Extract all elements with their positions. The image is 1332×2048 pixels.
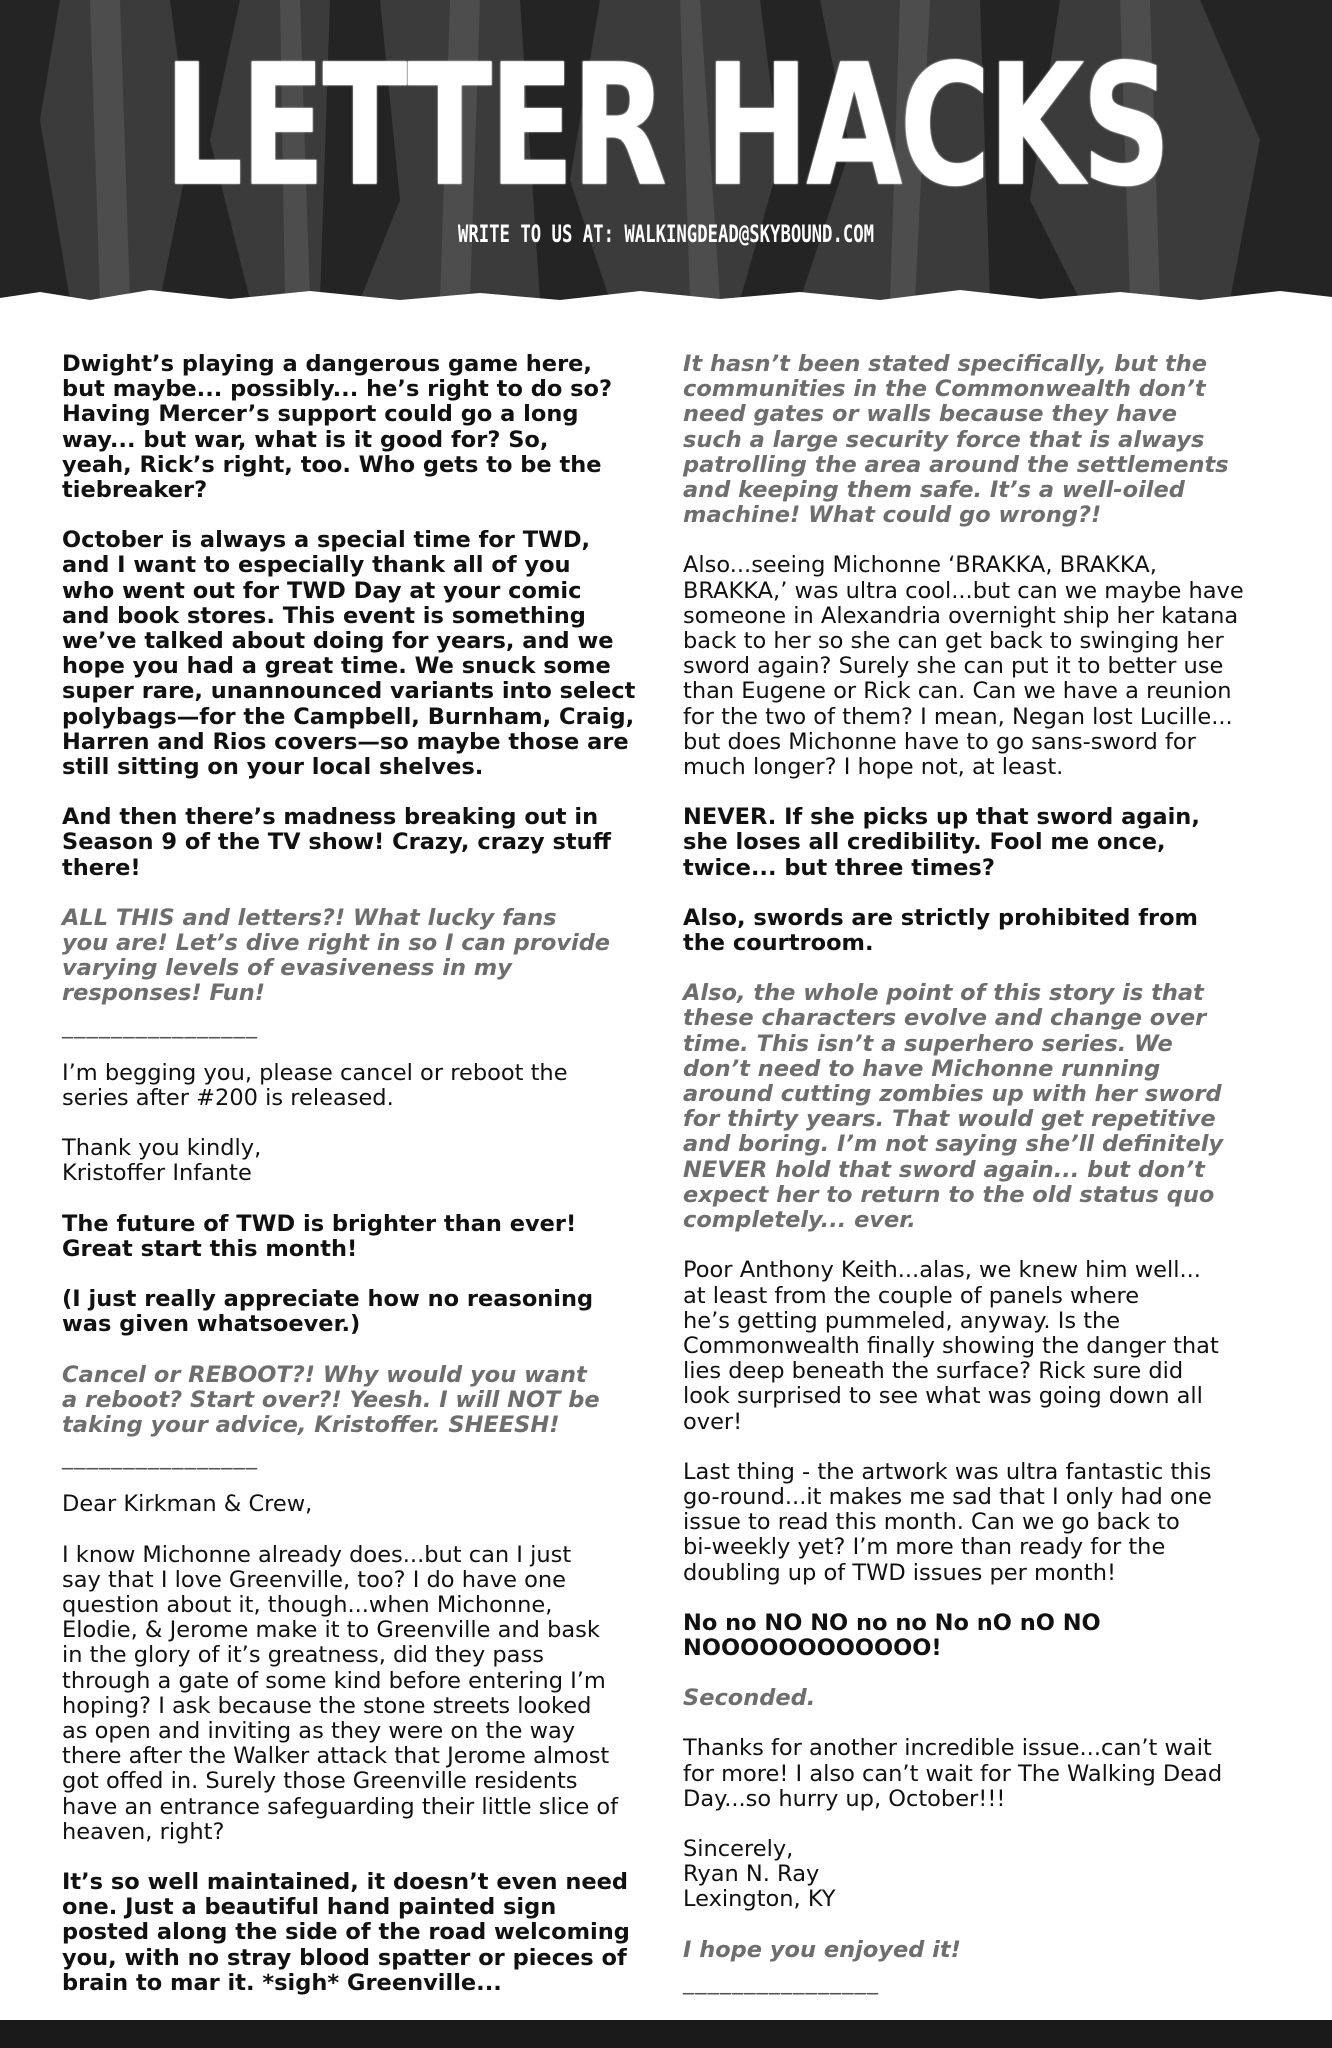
text-line: have an entrance safeguarding their little slice of <box>62 1793 619 1820</box>
text-line: one. Just a beautiful hand painted sign <box>62 1894 557 1921</box>
text-line: tiebreaker? <box>62 477 208 504</box>
text-line: and boring. I’m not saying she’ll definitely <box>683 1131 1224 1158</box>
text-line: Lexington, KY <box>683 1886 836 1913</box>
text-line: there after the Walker attack that Jerome almost <box>62 1743 610 1770</box>
text-line: expect her to return to the old status quo <box>683 1181 1215 1208</box>
reader-letter <box>62 1061 642 1111</box>
text-line: way... but war, what is it good for? So, <box>62 426 549 453</box>
text-line: Having Mercer’s support could go a long <box>62 401 579 428</box>
text-line: and I want to especially thank all of you <box>62 552 571 579</box>
text-line: polybags—for the Campbell, Burnham, Craig, <box>62 703 635 730</box>
text-line: question about it, though...when Michonne, <box>62 1591 553 1618</box>
text-line: Dear Kirkman & Crew, <box>62 1491 313 1518</box>
text-line: ________________ <box>62 1444 258 1471</box>
text-line: heaven, right? <box>62 1818 225 1845</box>
text-line: Commonwealth finally showing the danger that <box>683 1332 1219 1359</box>
reader-letter <box>683 1736 1283 1812</box>
editor-reply <box>62 1363 642 1439</box>
text-line: Thanks for another incredible issue...can’t wait <box>683 1735 1212 1762</box>
text-line: these characters evolve and change over <box>683 1005 1207 1032</box>
editor-text <box>683 805 1283 881</box>
text-line: twice... but three times? <box>683 854 995 881</box>
bottom-border <box>0 2020 1332 2048</box>
text-line: and book stores. This event is something <box>62 602 586 629</box>
text-line: ________________ <box>62 1012 258 1039</box>
text-line: was given whatsoever.) <box>62 1311 361 1338</box>
text-line: you, with no stray blood spatter or pieces of <box>62 1944 627 1971</box>
text-line: don’t need to have Michonne running <box>683 1055 1161 1082</box>
text-line: responses! Fun! <box>62 980 265 1007</box>
text-line: got offed in. Surely those Greenville residents <box>62 1768 578 1795</box>
text-line: October is always a special time for TWD, <box>62 527 591 554</box>
text-line: over! <box>683 1408 743 1435</box>
text-line: posted along the side of the road welcoming <box>62 1919 630 1946</box>
text-line: sword again? Surely she can put it to better use <box>683 653 1224 680</box>
text-line: Sincerely, <box>683 1835 794 1862</box>
text-line: machine! What could go wrong?! <box>683 502 1102 529</box>
text-line: (I just really appreciate how no reasoning <box>62 1286 594 1313</box>
editor-text <box>62 528 642 780</box>
text-line: Also, the whole point of this story is that <box>683 980 1204 1007</box>
editor-text <box>62 1212 642 1262</box>
text-line: I hope you enjoyed it! <box>683 1936 961 1963</box>
text-line: back to her so she can get back to swinging her <box>683 628 1224 655</box>
reader-letter <box>62 1136 642 1186</box>
text-line: communities in the Commonwealth don’t <box>683 376 1206 403</box>
text-line: and keeping them safe. It’s a well-oiled <box>683 477 1185 504</box>
text-line: need gates or walls because they have <box>683 401 1178 428</box>
text-line: BRAKKA,’ was ultra cool...but can we maybe have <box>683 577 1244 604</box>
text-line: Cancel or REBOOT?! Why would you want <box>62 1361 587 1388</box>
text-line: Day...so hurry up, October!!! <box>683 1785 1006 1812</box>
text-line: super rare, unannounced variants into select <box>62 678 636 705</box>
text-line: hoping? I ask because the stone streets looked <box>62 1692 592 1719</box>
text-line: Season 9 of the TV show! Crazy, crazy stuff <box>62 829 611 856</box>
text-line: around cutting zombies up with her sword <box>683 1081 1222 1108</box>
text-line: Elodie, & Jerome make it to Greenville and bask <box>62 1617 600 1644</box>
text-line: than Eugene or Rick can. Can we have a reunion <box>683 678 1232 705</box>
right-column <box>683 352 1283 2017</box>
text-line: for the two of them? I mean, Negan lost Lucille... <box>683 703 1233 730</box>
text-line: through a gate of some kind before entering I’m <box>62 1667 606 1694</box>
text-line: Great start this month! <box>62 1235 358 1262</box>
text-line: patrolling the area around the settlements <box>683 451 1229 478</box>
editor-text <box>62 805 642 881</box>
reader-letter <box>62 1492 642 1517</box>
text-line: series after #200 is released. <box>62 1085 394 1112</box>
text-line: Also...seeing Michonne ‘BRAKKA, BRAKKA, <box>683 552 1157 579</box>
text-line: someone in Alexandria overnight ship her katana <box>683 602 1239 629</box>
reader-letter <box>683 1837 1283 1913</box>
page-title: LETTER HACKS <box>163 27 1169 224</box>
text-line: for more! I also can’t wait for The Walking Dead <box>683 1760 1223 1787</box>
divider-line <box>62 1014 642 1039</box>
text-line: Thank you kindly, <box>62 1135 262 1162</box>
text-line: you are! Let’s dive right in so I can provide <box>62 930 611 957</box>
text-line: doubling up of TWD issues per month! <box>683 1559 1117 1586</box>
editor-reply <box>683 981 1283 1233</box>
divider-line <box>683 1970 1283 1995</box>
text-line: a reboot? Start over?! Yeesh. I will NOT be <box>62 1386 600 1413</box>
text-line: such a large security force that is always <box>683 426 1205 453</box>
text-line: but does Michonne have to go sans-sword for <box>683 728 1196 755</box>
text-line: No no NO NO no no No nO nO NO <box>683 1609 1101 1636</box>
reader-letter <box>683 553 1283 780</box>
text-line: in the glory of it’s greatness, did they pass <box>62 1642 544 1669</box>
text-line: as open and inviting as they were on the way <box>62 1717 576 1744</box>
text-line: varying levels of evasiveness in my <box>62 955 512 982</box>
text-line: there! <box>62 854 141 881</box>
text-line: look surprised to see what was going down all <box>683 1383 1203 1410</box>
contact-email[interactable]: WALKINGDEAD@SKYBOUND.COM <box>624 220 875 248</box>
editor-reply <box>683 352 1283 528</box>
text-line: It’s so well maintained, it doesn’t even need <box>62 1868 629 1895</box>
text-line: he’s getting pummeled, anyway. Is the <box>683 1307 1121 1334</box>
text-line: I’m begging you, please cancel or reboot the <box>62 1059 568 1086</box>
text-line: It hasn’t been stated specifically, but the <box>683 351 1207 377</box>
editor-text <box>62 1287 642 1337</box>
text-line: the courtroom. <box>683 930 874 957</box>
text-line: at least from the couple of panels where <box>683 1282 1140 1309</box>
text-line: still sitting on your local shelves. <box>62 754 484 781</box>
editor-text <box>62 1870 642 1996</box>
text-line: yeah, Rick’s right, too. Who gets to be the <box>62 451 602 478</box>
text-line: issue to read this month. Can we go back to <box>683 1509 1180 1536</box>
contact-prefix: WRITE TO US AT: <box>457 220 614 248</box>
divider-line <box>62 1445 642 1470</box>
text-line: who went out for TWD Day at your comic <box>62 577 582 604</box>
text-line: hope you had a great time. We snuck some <box>62 653 611 680</box>
editor-text <box>62 352 642 503</box>
header-banner <box>0 0 1332 305</box>
reader-letter <box>683 1258 1283 1434</box>
text-line: The future of TWD is brighter than ever! <box>62 1210 577 1237</box>
text-line: ALL THIS and letters?! What lucky fans <box>62 904 557 931</box>
text-line: NEVER. If she picks up that sword again, <box>683 804 1200 831</box>
left-column <box>62 352 642 2021</box>
text-line: lies deep beneath the surface? Rick sure did <box>683 1358 1184 1385</box>
editor-text <box>683 906 1283 956</box>
reader-letter <box>62 1543 642 1845</box>
text-line: bi-weekly yet? I’m more than ready for the <box>683 1534 1166 1561</box>
text-line: Seconded. <box>683 1685 816 1712</box>
text-line: Dwight’s playing a dangerous game here, <box>62 351 592 377</box>
text-line: ________________ <box>683 1968 879 1995</box>
text-line: Ryan N. Ray <box>683 1861 820 1888</box>
editor-text <box>683 1611 1283 1661</box>
text-line: Also, swords are strictly prohibited from <box>683 904 1199 931</box>
reader-letter <box>683 1460 1283 1586</box>
editor-reply <box>62 906 642 1007</box>
editor-reply <box>683 1938 1283 1963</box>
text-line: I know Michonne already does...but can I just <box>62 1541 572 1568</box>
text-line: NEVER hold that sword again... but don’t <box>683 1156 1205 1183</box>
text-line: much longer? I hope not, at least. <box>683 754 1064 781</box>
text-line: say that I love Greenville, too? I do have one <box>62 1566 566 1593</box>
text-line: NOOOOOOOOOOOO! <box>683 1634 942 1661</box>
text-line: go-round...it makes me sad that I only had one <box>683 1483 1212 1510</box>
text-line: completely... ever. <box>683 1207 916 1234</box>
text-line: for thirty years. That would get repetitive <box>683 1106 1216 1133</box>
text-line: taking your advice, Kristoffer. SHEESH! <box>62 1411 560 1438</box>
text-line: Kristoffer Infante <box>62 1160 252 1187</box>
text-line: Poor Anthony Keith...alas, we knew him well... <box>683 1257 1201 1284</box>
text-line: she loses all credibility. Fool me once, <box>683 829 1166 856</box>
text-line: Harren and Rios covers—so maybe those are <box>62 728 629 755</box>
text-line: brain to mar it. *sigh* Greenville... <box>62 1969 502 1996</box>
text-line: we’ve talked about doing for years, and we <box>62 628 614 655</box>
text-line: Last thing - the artwork was ultra fantastic this <box>683 1458 1212 1485</box>
contact-line <box>186 220 1145 248</box>
text-line: time. This isn’t a superhero series. We <box>683 1030 1173 1057</box>
text-line: And then there’s madness breaking out in <box>62 804 599 831</box>
editor-reply <box>683 1686 1283 1711</box>
text-line: but maybe... possibly... he’s right to do so? <box>62 376 613 403</box>
